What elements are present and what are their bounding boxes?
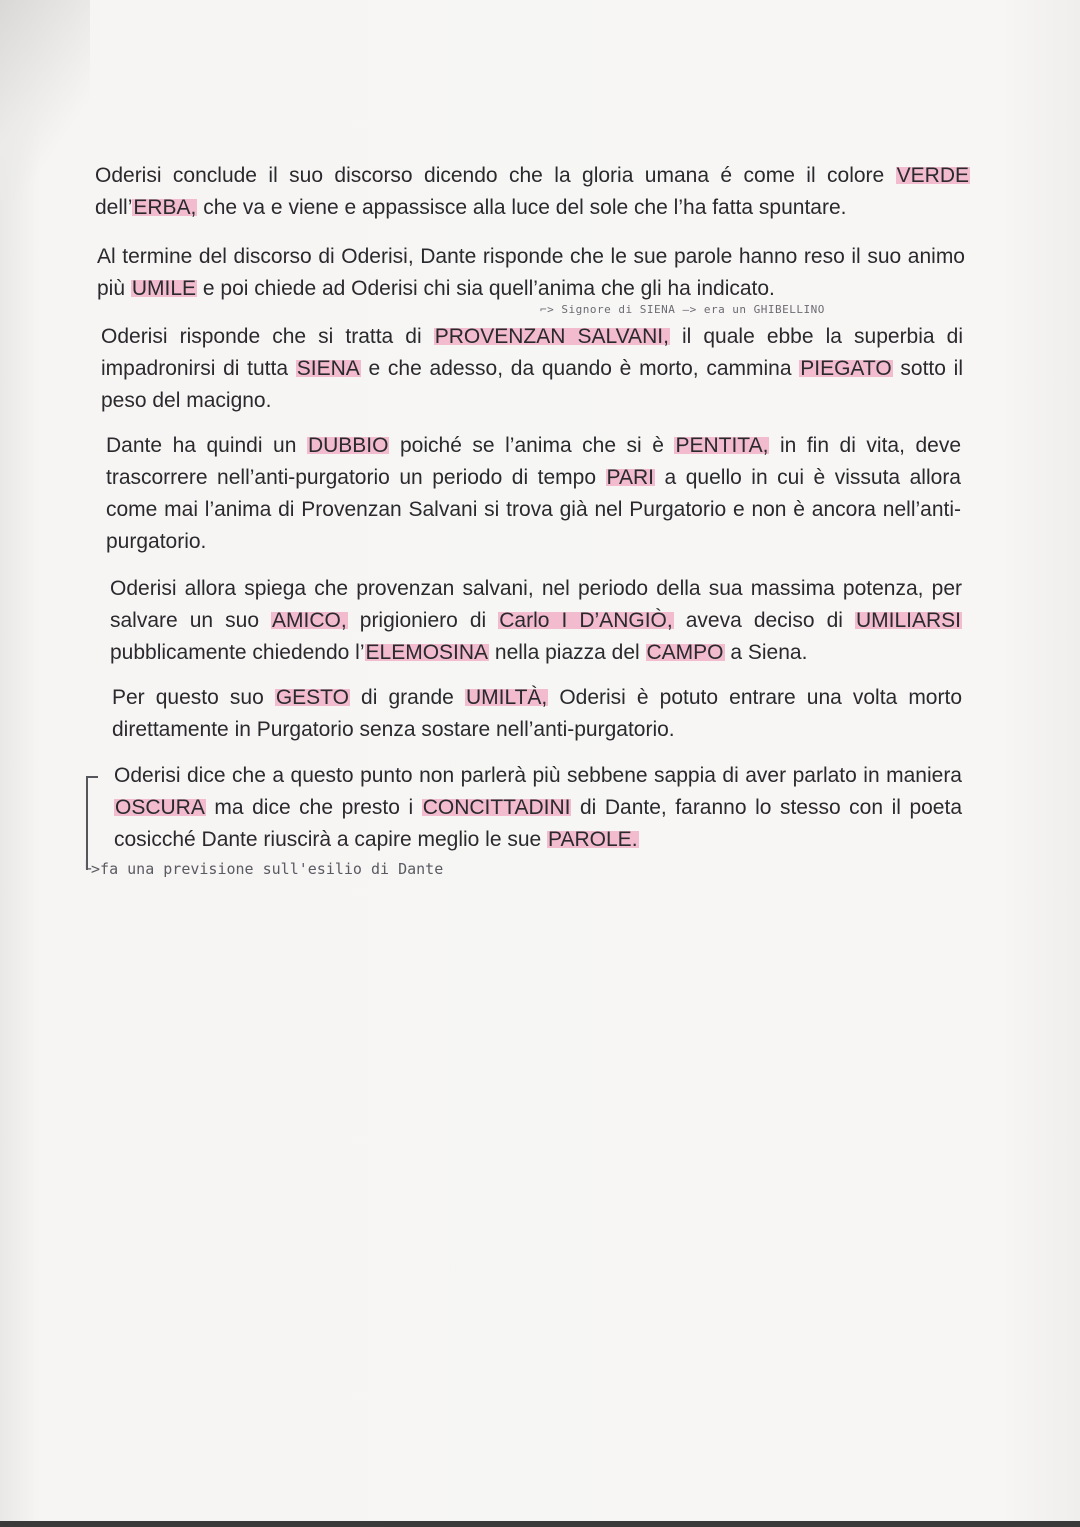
highlighted-keyword: AMICO,	[272, 609, 347, 632]
paragraph-3	[101, 321, 963, 417]
text-run: il quale ebbe la superbia di impadronirsi di tutta	[101, 325, 963, 380]
highlighted-keyword: UMILE	[131, 277, 197, 300]
text-run: dell’	[95, 196, 133, 219]
highlighted-keyword: Carlo I D’ANGIÒ,	[499, 609, 673, 632]
text-run: in fin di vita, deve trascorrere nell’anti-purgatorio un periodo di tempo	[106, 434, 962, 489]
text-run: Oderisi risponde che si tratta di	[101, 325, 434, 348]
highlighted-keyword: GESTO	[275, 686, 349, 709]
text-run: ma dice che presto i	[205, 796, 422, 819]
text-run: Al termine del discorso di Oderisi, Dante risponde che le sue parole hanno reso il suo animo più	[97, 245, 965, 300]
highlighted-keyword: PARI	[606, 466, 655, 489]
handwritten-note-exile: └>fa una previsione sull'esilio di Dante	[82, 860, 444, 878]
highlighted-keyword: PAROLE.	[548, 828, 638, 851]
paragraph-6	[112, 682, 962, 746]
highlighted-keyword: DUBBIO	[307, 434, 389, 457]
text-run: pubblicamente chiedendo l’	[110, 641, 365, 664]
text-run: di grande	[349, 686, 465, 709]
highlighted-keyword: CONCITTADINI	[422, 796, 571, 819]
text-run: Oderisi è potuto entrare una volta morto direttamente in Purgatorio senza sostare nell’anti-purgatorio.	[112, 686, 962, 741]
text-run: a quello in cui è vissuta allora come mai l’anima di Provenzan Salvani si trova già nel Purgatorio e non è ancora nell’anti-purgatorio.	[106, 466, 961, 553]
highlighted-keyword: PENTITA,	[675, 434, 769, 457]
text-run: a Siena.	[724, 641, 808, 664]
highlighted-keyword: UMILTÀ,	[465, 686, 548, 709]
paragraph-2	[97, 241, 965, 305]
highlighted-keyword: PROVENZAN SALVANI,	[434, 325, 669, 348]
highlighted-keyword: ELEMOSINA	[365, 641, 489, 664]
highlighted-keyword: OSCURA	[115, 796, 205, 819]
text-run: sotto il peso del macigno.	[101, 357, 963, 412]
handwritten-note-provenzan: ⌐> Signore di SIENA —> era un GHIBELLINO	[540, 303, 825, 316]
text-run: Per questo suo	[112, 686, 275, 709]
text-run: prigioniero di	[347, 609, 499, 632]
text-run: Dante ha quindi un	[106, 434, 307, 457]
text-run: Oderisi allora spiega che provenzan salvani, nel periodo della sua massima potenza, per salvare un suo	[110, 577, 962, 632]
highlighted-keyword: SIENA	[296, 357, 360, 380]
paragraph-1	[95, 160, 970, 224]
page-bottom-edge	[0, 1521, 1080, 1527]
text-run: aveva deciso di	[673, 609, 855, 632]
text-run: che va e viene e appassisce alla luce del sole che l’ha fatta spuntare.	[197, 196, 847, 219]
text-run: e poi chiede ad Oderisi chi sia quell’anima che gli ha indicato.	[197, 277, 775, 300]
text-run: e che adesso, da quando è morto, cammina	[360, 357, 800, 380]
text-run: Oderisi dice che a questo punto non parlerà più sebbene sappia di aver parlato in maniera	[114, 764, 962, 787]
handwritten-bracket	[86, 776, 98, 870]
text-run: nella piazza del	[489, 641, 646, 664]
paragraph-4	[106, 430, 961, 558]
text-run: poiché se l’anima che si è	[389, 434, 675, 457]
text-run: di Dante, faranno lo stesso con il poeta cosicché Dante riuscirà a capire meglio le sue	[114, 796, 962, 851]
highlighted-keyword: CAMPO	[646, 641, 724, 664]
paragraph-7	[114, 760, 962, 856]
page-fold-shadow	[0, 0, 90, 200]
highlighted-keyword: ERBA,	[133, 196, 197, 219]
highlighted-keyword: UMILIARSI	[855, 609, 961, 632]
highlighted-keyword: VERDE	[896, 164, 969, 187]
text-run: Oderisi conclude il suo discorso dicendo che la gloria umana é come il colore	[95, 164, 896, 187]
paragraph-5	[110, 573, 962, 669]
highlighted-keyword: PIEGATO	[800, 357, 892, 380]
